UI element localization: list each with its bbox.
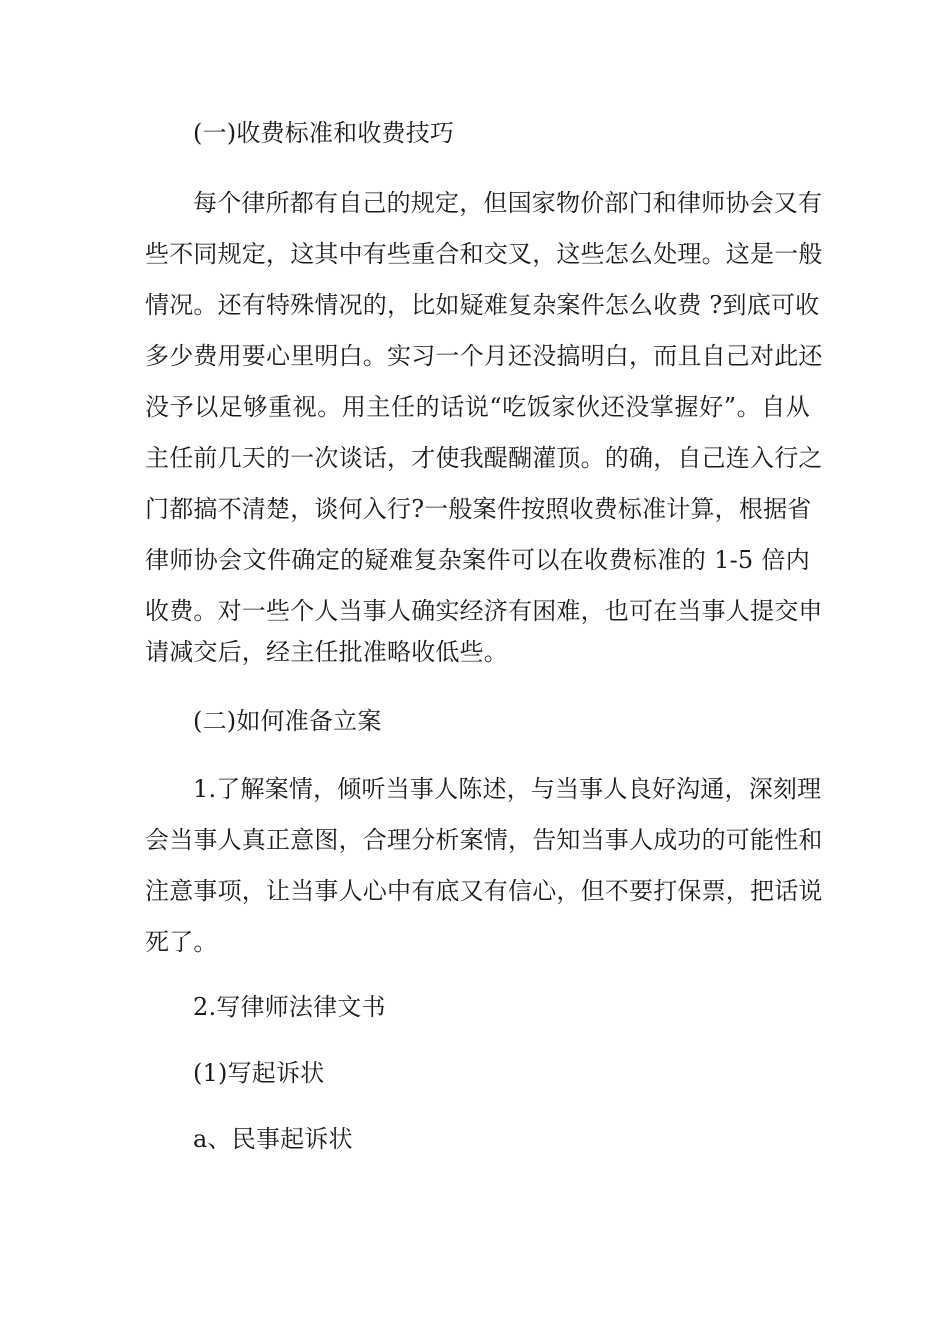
section-heading-filing: (二)如何准备立案 xyxy=(193,707,382,735)
list-item-civil-complaint: a、民事起诉状 xyxy=(193,1125,353,1153)
paragraph-line: 会当事人真正意图，合理分析案情，告知当事人成功的可能性和 xyxy=(145,826,823,854)
list-item-complaint: (1)写起诉状 xyxy=(193,1059,325,1087)
paragraph-line: 律师协会文件确定的疑难复杂案件可以在收费标准的 1-5 倍内 xyxy=(145,546,810,574)
paragraph-line: 没予以足够重视。用主任的话说“吃饭家伙还没掌握好”。自从 xyxy=(145,393,810,421)
list-item-legal-documents: 2.写律师法律文书 xyxy=(193,993,386,1021)
paragraph-line: 每个律所都有自己的规定，但国家物价部门和律师协会又有 xyxy=(193,189,823,217)
paragraph-line: 门都搞不清楚，谈何入行?一般案件按照收费标准计算，根据省 xyxy=(145,495,812,523)
section-heading-fees: (一)收费标准和收费技巧 xyxy=(193,119,455,147)
paragraph-line: 多少费用要心里明白。实习一个月还没搞明白，而且自己对此还 xyxy=(145,342,823,370)
paragraph-line: 请减交后，经主任批准略收低些。 xyxy=(145,638,508,666)
paragraph-line: 1.了解案情，倾听当事人陈述，与当事人良好沟通，深刻理 xyxy=(193,775,822,803)
paragraph-line: 主任前几天的一次谈话，才使我醍醐灌顶。的确，自己连入行之 xyxy=(145,444,823,472)
paragraph-line: 死了。 xyxy=(145,928,218,956)
paragraph-line: 情况。还有特殊情况的，比如疑难复杂案件怎么收费 ?到底可收 xyxy=(145,291,820,319)
paragraph-line: 注意事项，让当事人心中有底又有信心，但不要打保票，把话说 xyxy=(145,877,823,905)
paragraph-line: 收费。对一些个人当事人确实经济有困难，也可在当事人提交申 xyxy=(145,597,823,625)
paragraph-line: 些不同规定，这其中有些重合和交叉，这些怎么处理。这是一般 xyxy=(145,240,823,268)
